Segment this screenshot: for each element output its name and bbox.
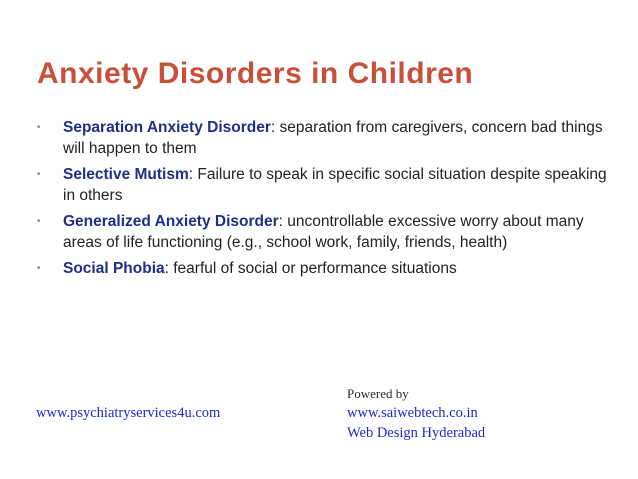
bullet-icon: •: [37, 263, 41, 274]
bullet-icon: •: [37, 169, 41, 180]
bullet-text: : uncontrollable excessive worry about many areas of life functioning (e.g., school work, family, friends, health): [63, 213, 584, 251]
bullet-term: Selective Mutism: [63, 166, 189, 183]
web-design-caption[interactable]: Web Design Hyderabad: [347, 425, 486, 441]
saiwebtech-link[interactable]: www.saiwebtech.co.in: [347, 405, 478, 421]
bullet-icon: •: [37, 122, 41, 133]
bullet-term: Generalized Anxiety Disorder: [63, 213, 279, 230]
list-item: [37, 211, 612, 253]
list-item: [37, 164, 612, 206]
bullet-text: : Failure to speak in specific social situation despite speaking in others: [63, 166, 607, 204]
list-item: [37, 117, 612, 159]
bullet-icon: •: [37, 216, 41, 227]
psychiatry-services-link[interactable]: www.psychiatryservices4u.com: [36, 405, 221, 421]
bullet-term: Separation Anxiety Disorder: [63, 119, 271, 136]
bullet-text: : fearful of social or performance situations: [164, 260, 457, 277]
powered-by-label: Powered by: [347, 386, 409, 401]
bullet-list: [37, 117, 612, 284]
bullet-text: : separation from caregivers, concern bad things will happen to them: [63, 119, 603, 157]
bullet-term: Social Phobia: [63, 260, 165, 277]
slide-title: Anxiety Disorders in Children: [37, 57, 474, 90]
list-item: [37, 258, 612, 279]
